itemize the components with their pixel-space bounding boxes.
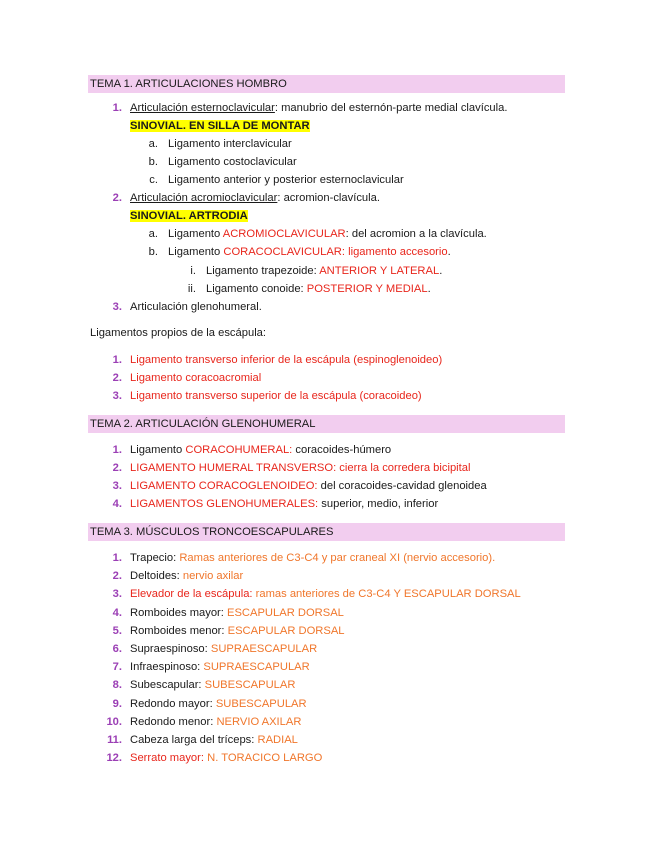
red-text: LIGAMENTO CORACOGLENOIDEO: [130, 480, 318, 492]
list-number: 10. [106, 716, 122, 728]
list-number: 3. [112, 390, 122, 402]
sub-item: Ligamento anterior y posterior esternoclavicular [168, 174, 404, 186]
list-number: 11. [107, 734, 122, 746]
muscle-item [130, 659, 310, 675]
list-number: 5. [112, 625, 122, 637]
muscle-item [130, 677, 295, 693]
muscle-name: Infraespinoso: [130, 661, 201, 673]
sub-letter: a. [148, 228, 158, 240]
muscle-name: Deltoides: [130, 570, 180, 582]
list-number: 2. [112, 192, 122, 204]
innervation: SUBESCAPULAR [201, 679, 296, 691]
muscle-item [130, 641, 317, 657]
muscle-item [130, 696, 307, 712]
sub-letter: b. [148, 156, 158, 168]
list-number: 2. [112, 570, 122, 582]
list-number: 1. [112, 354, 122, 366]
innervation: RADIAL [254, 734, 298, 746]
innervation: SUPRAESCAPULAR [207, 643, 318, 655]
innervation: NERVIO AXILAR [213, 716, 302, 728]
sub-letter: c. [149, 174, 158, 186]
description: : manubrio del esternón-parte medial clavícula. [274, 102, 508, 114]
muscle-name: Elevador de la escápula: [130, 588, 253, 600]
text: . [447, 246, 451, 258]
roman-numeral: i. [190, 265, 196, 277]
red-text: ANTERIOR Y LATERAL [319, 265, 440, 277]
muscle-item [130, 605, 344, 621]
sub-item [168, 244, 451, 260]
muscle-item [130, 568, 243, 584]
list-item [130, 460, 471, 476]
muscle-name: Subescapular: [130, 679, 202, 691]
muscle-item [130, 623, 345, 639]
highlight-label: SINOVIAL. EN SILLA DE MONTAR [130, 120, 310, 132]
text: Ligamento [168, 228, 223, 240]
text: coracoides-húmero [292, 444, 392, 456]
text: . [439, 265, 443, 277]
sub-item: Ligamento interclavicular [168, 138, 292, 150]
muscle-item [130, 586, 521, 602]
list-item [130, 190, 380, 206]
muscle-name: Cabeza larga del tríceps: [130, 734, 255, 746]
paragraph: Ligamentos propios de la escápula: [90, 327, 267, 339]
term: Articulación esternoclavicular [130, 102, 275, 114]
list-number: 6. [112, 643, 122, 655]
list-item [130, 496, 438, 512]
section-heading-tema-1: TEMA 1. ARTICULACIONES HOMBRO [88, 75, 565, 93]
muscle-item [130, 714, 301, 730]
roman-numeral: ii. [187, 283, 196, 295]
list-number: 1. [112, 444, 122, 456]
innervation: N. TORACICO LARGO [204, 752, 323, 764]
term: Articulación acromioclavicular [130, 192, 278, 204]
sub-letter: b. [148, 246, 158, 258]
text: Ligamento conoide: [206, 283, 307, 295]
list-item [130, 442, 391, 458]
list-number: 2. [112, 462, 122, 474]
list-number: 9. [112, 698, 122, 710]
description: : acromion-clavícula. [277, 192, 380, 204]
text: del coracoides-cavidad glenoidea [317, 480, 487, 492]
list-item: Ligamento coracoacromial [130, 372, 262, 384]
list-number: 7. [112, 661, 122, 673]
list-number: 1. [112, 552, 122, 564]
list-number: 1. [112, 102, 122, 114]
muscle-item [130, 550, 495, 566]
text: superior, medio, inferior [318, 498, 439, 510]
muscle-item [130, 732, 298, 748]
red-text: ACROMIOCLAVICULAR [222, 228, 346, 240]
text: . [427, 283, 431, 295]
red-text: LIGAMENTO HUMERAL TRANSVERSO: cierra la corredera bicipital [130, 462, 471, 474]
list-item: Ligamento transverso superior de la escápula (coracoideo) [130, 390, 422, 402]
muscle-name: Supraespinoso: [130, 643, 208, 655]
list-number: 4. [112, 498, 122, 510]
list-item: Ligamento transverso inferior de la escápula (espinoglenoideo) [130, 354, 443, 366]
muscle-name: Redondo mayor: [130, 698, 213, 710]
red-text: CORACOCLAVICULAR: ligamento accesorio [223, 246, 448, 258]
innervation: SUBESCAPULAR [212, 698, 307, 710]
section-heading-tema-2: TEMA 2. ARTICULACIÓN GLENOHUMERAL [88, 415, 565, 433]
list-number: 3. [112, 480, 122, 492]
innervation: nervio axilar [179, 570, 244, 582]
sub-sub-item [206, 263, 442, 279]
text: Ligamento trapezoide: [206, 265, 320, 277]
innervation: Ramas anteriores de C3-C4 y par craneal XI (nervio accesorio). [176, 552, 496, 564]
list-number: 2. [112, 372, 122, 384]
list-number: 12. [106, 752, 122, 764]
highlight-label: SINOVIAL. ARTRODIA [130, 210, 248, 222]
list-number: 3. [112, 588, 122, 600]
joint-type [130, 118, 310, 134]
innervation: ramas anteriores de C3-C4 Y ESCAPULAR DORSAL [252, 588, 521, 600]
joint-type [130, 208, 248, 224]
list-item [130, 100, 507, 116]
list-item: Articulación glenohumeral. [130, 301, 262, 313]
list-item [130, 478, 487, 494]
muscle-item [130, 750, 322, 766]
sub-item [168, 226, 487, 242]
sub-sub-item [206, 281, 431, 297]
text: Ligamento [168, 246, 224, 258]
section-heading-tema-3: TEMA 3. MÚSCULOS TRONCOESCAPULARES [88, 523, 565, 541]
list-number: 3. [112, 301, 122, 313]
red-text: CORACOHUMERAL: [185, 444, 293, 456]
red-text: LIGAMENTOS GLENOHUMERALES: [130, 498, 319, 510]
sub-item: Ligamento costoclavicular [168, 156, 297, 168]
list-number: 8. [112, 679, 122, 691]
innervation: SUPRAESCAPULAR [200, 661, 310, 673]
text: : del acromion a la clavícula. [345, 228, 487, 240]
text: Ligamento [130, 444, 186, 456]
muscle-name: Serrato mayor: [130, 752, 204, 764]
red-text: POSTERIOR Y MEDIAL [306, 283, 428, 295]
muscle-name: Romboides menor: [130, 625, 225, 637]
innervation: ESCAPULAR DORSAL [223, 607, 344, 619]
muscle-name: Romboides mayor: [130, 607, 224, 619]
innervation: ESCAPULAR DORSAL [224, 625, 345, 637]
list-number: 4. [112, 607, 122, 619]
sub-letter: a. [148, 138, 158, 150]
muscle-name: Redondo menor: [130, 716, 214, 728]
muscle-name: Trapecio: [130, 552, 177, 564]
